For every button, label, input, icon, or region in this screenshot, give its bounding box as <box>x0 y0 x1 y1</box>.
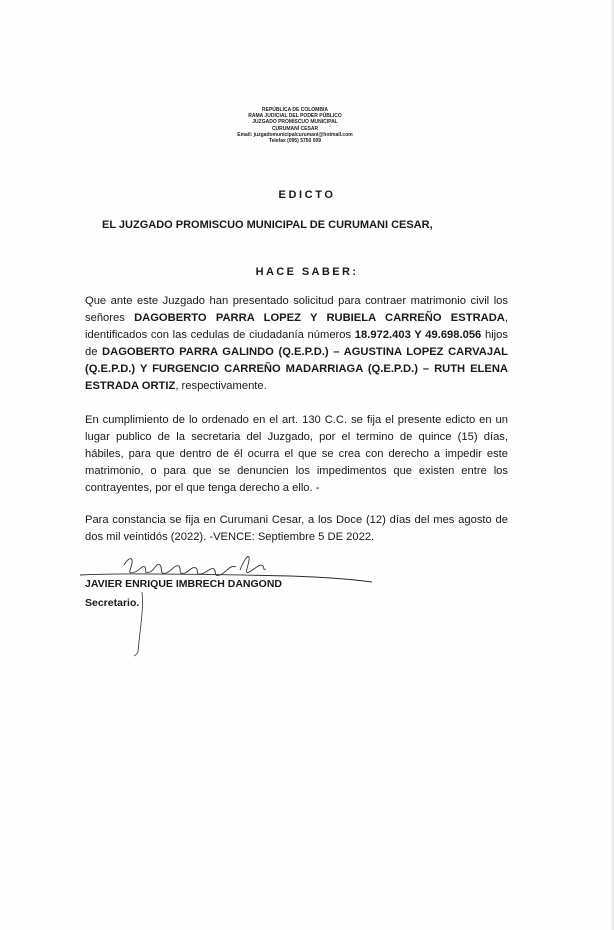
signatory-name: JAVIER ENRIQUE IMBRECH DANGOND <box>85 578 282 590</box>
paragraph-text: hijos de <box>85 329 508 358</box>
section-heading: HACE SABER: <box>255 266 359 278</box>
scan-edge-shadow <box>610 0 614 930</box>
paragraph-text: , respectivamente. <box>175 380 267 392</box>
letterhead-line: RAMA JUDICIAL DEL PODER PÚBLICO <box>248 113 342 120</box>
paragraph-text: Que ante este Juzgado han presentado solicitud para contraer matrimonio civil los señores <box>85 295 508 324</box>
letterhead-line: REPÚBLICA DE COLOMBIA <box>262 107 328 113</box>
letterhead-line: CURUMANÍ CESAR <box>271 125 319 132</box>
court-name: EL JUZGADO PROMISCUO MUNICIPAL DE CURUMANI CESAR, <box>102 219 433 231</box>
court-letterhead <box>200 107 390 144</box>
letterhead-email: Email: juzgadomunicipalcurumani@hotmail.com <box>237 131 353 138</box>
paragraph-constancia: Para constancia se fija en Curumani Cesar, a los Doce (12) días del mes agosto de dos mil veintidós (2022). -VENCE: Septiembre 5 DE 2022. <box>85 514 508 543</box>
contrayentes-names: DAGOBERTO PARRA LOPEZ Y RUBIELA CARREÑO ESTRADA <box>134 312 505 324</box>
document-title: EDICTO <box>278 189 336 201</box>
letterhead-telefax: Telefax (095) 5750 009 <box>268 138 322 145</box>
paragraph-text: , identificados con las cedulas de ciudadanía números <box>85 312 508 341</box>
cedula-numbers: 18.972.403 Y 49.698.056 <box>354 329 482 341</box>
paragraph-solicitud <box>85 293 508 395</box>
parents-names: DAGOBERTO PARRA GALINDO (Q.E.P.D.) – AGUSTINA LOPEZ CARVAJAL (Q.E.P.D.) Y FURGENCIO CARREÑO MADARRIAGA (Q.E.P.D.) – RUTH ELENA ESTRADA ORTIZ <box>85 346 508 392</box>
signatory-role: Secretario. <box>85 597 140 609</box>
paragraph-cumplimiento: En cumplimiento de lo ordenado en el art. 130 C.C. se fija el presente edicto en un lugar publico de la secretaria del Juzgado, por el termino de quince (15) días, hábiles, para que dentro de él ocurra el que se crea con derecho a impedir este matrimonio, o para que se denuncien los impedimentos que existen entre los contrayentes, por el que tenga derecho a ello. - <box>85 414 508 494</box>
letterhead-line: JUZGADO PROMISCUO MUNICIPAL <box>252 119 338 126</box>
